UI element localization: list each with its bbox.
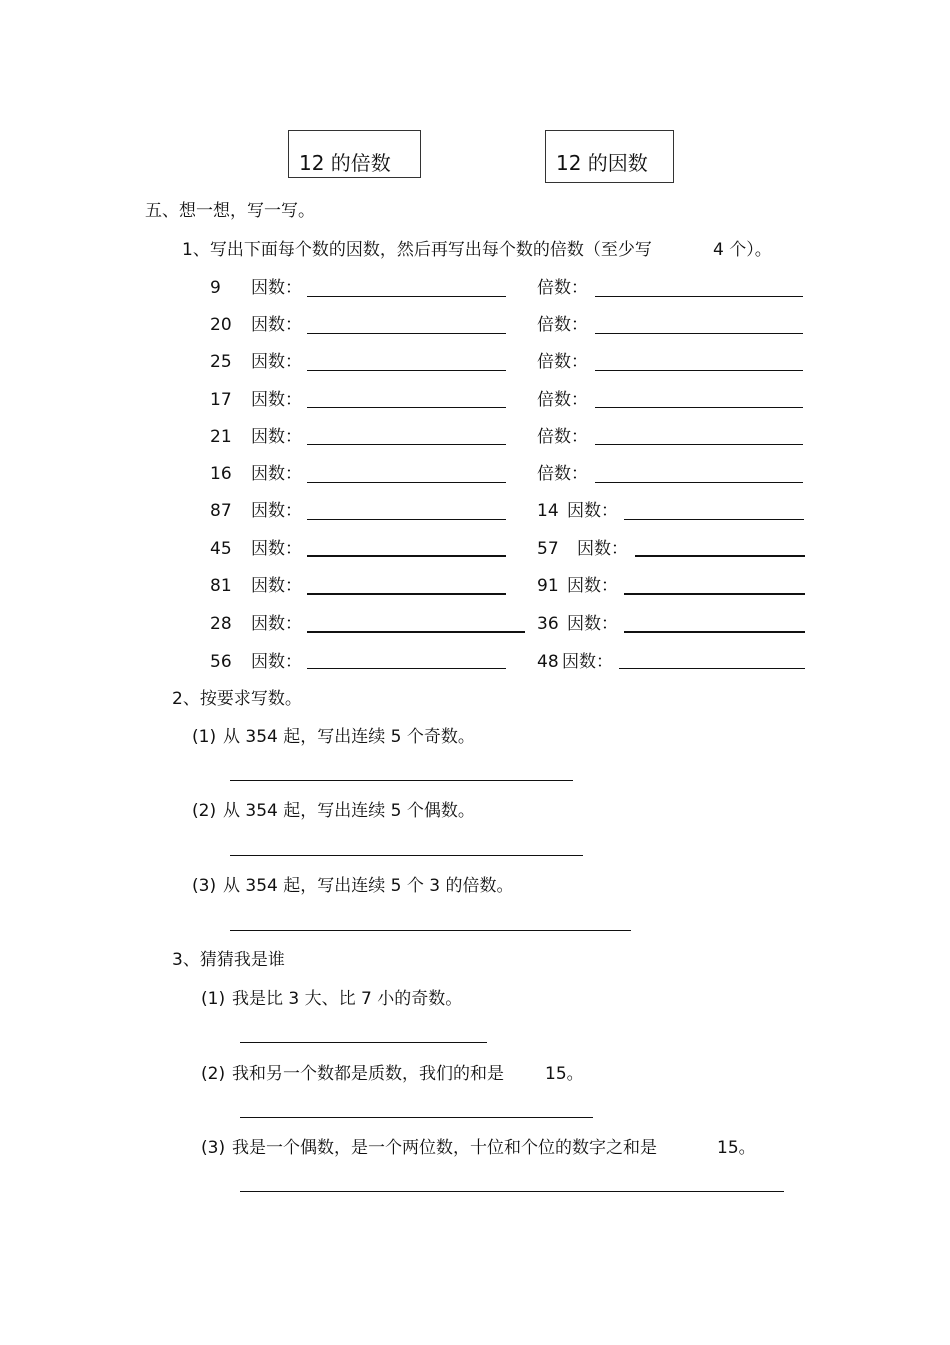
row-number: 56 bbox=[210, 652, 232, 672]
answer-line[interactable] bbox=[624, 593, 805, 595]
row-number: 9 bbox=[210, 278, 221, 298]
row-right-label: 因数： bbox=[567, 501, 618, 521]
answer-line[interactable] bbox=[307, 519, 506, 520]
row-right-label: 倍数： bbox=[537, 315, 588, 335]
answer-line[interactable] bbox=[595, 444, 803, 445]
row-label: 因数： bbox=[251, 464, 302, 484]
factors-box-label: 12 的因数 bbox=[556, 151, 648, 175]
item-text: 从 354 起，写出连续 5 个偶数。 bbox=[223, 801, 475, 821]
factors-box bbox=[545, 130, 674, 183]
item-tail: 15。 bbox=[717, 1138, 756, 1158]
row-right-number: 36 bbox=[537, 614, 559, 634]
row-number: 25 bbox=[210, 352, 232, 372]
answer-line[interactable] bbox=[307, 407, 506, 408]
row-number: 21 bbox=[210, 427, 232, 447]
item-number: (3) bbox=[201, 1138, 226, 1158]
row-number: 28 bbox=[210, 614, 232, 634]
row-right-label: 倍数： bbox=[537, 464, 588, 484]
item-number: (2) bbox=[192, 801, 217, 821]
answer-line[interactable] bbox=[240, 1117, 593, 1118]
multiples-box bbox=[288, 130, 421, 178]
row-right-number: 48 bbox=[537, 652, 559, 672]
row-label: 因数： bbox=[251, 352, 302, 372]
answer-line[interactable] bbox=[307, 482, 506, 483]
item-text: 从 354 起，写出连续 5 个 3 的倍数。 bbox=[223, 876, 514, 896]
answer-line[interactable] bbox=[307, 333, 506, 334]
q2-title: 2、按要求写数。 bbox=[172, 689, 302, 709]
answer-line[interactable] bbox=[307, 668, 506, 669]
row-number: 20 bbox=[210, 315, 232, 335]
row-number: 81 bbox=[210, 576, 232, 596]
row-number: 16 bbox=[210, 464, 232, 484]
row-right-label: 因数： bbox=[567, 576, 618, 596]
multiples-box-label: 12 的倍数 bbox=[299, 151, 391, 175]
answer-line[interactable] bbox=[595, 333, 803, 334]
row-label: 因数： bbox=[251, 501, 302, 521]
q1-title: 1、写出下面每个数的因数，然后再写出每个数的倍数（至少写 bbox=[182, 240, 652, 260]
answer-line[interactable] bbox=[307, 444, 506, 445]
answer-line[interactable] bbox=[619, 668, 805, 669]
answer-line[interactable] bbox=[595, 370, 803, 371]
row-right-label: 倍数： bbox=[537, 390, 588, 410]
item-number: (3) bbox=[192, 876, 217, 896]
answer-line[interactable] bbox=[307, 370, 506, 371]
answer-line[interactable] bbox=[240, 1191, 784, 1192]
row-number: 17 bbox=[210, 390, 232, 410]
row-label: 因数： bbox=[251, 652, 302, 672]
row-label: 因数： bbox=[251, 614, 302, 634]
section-title: 五、想一想，写一写。 bbox=[145, 201, 315, 221]
item-text: 我和另一个数都是质数，我们的和是 bbox=[232, 1064, 504, 1084]
row-right-label: 倍数： bbox=[537, 352, 588, 372]
row-label: 因数： bbox=[251, 390, 302, 410]
answer-line[interactable] bbox=[307, 555, 506, 557]
answer-line[interactable] bbox=[230, 855, 583, 856]
row-right-label: 倍数： bbox=[537, 427, 588, 447]
row-label: 因数： bbox=[251, 576, 302, 596]
answer-line[interactable] bbox=[624, 631, 805, 633]
answer-line[interactable] bbox=[595, 407, 803, 408]
row-label: 因数： bbox=[251, 427, 302, 447]
answer-line[interactable] bbox=[635, 555, 805, 557]
item-tail: 15。 bbox=[545, 1064, 584, 1084]
row-right-label: 因数： bbox=[562, 652, 613, 672]
item-number: (2) bbox=[201, 1064, 226, 1084]
row-label: 因数： bbox=[251, 278, 302, 298]
answer-line[interactable] bbox=[240, 1042, 487, 1043]
answer-line[interactable] bbox=[230, 780, 573, 781]
row-right-label: 因数： bbox=[577, 539, 628, 559]
row-number: 87 bbox=[210, 501, 232, 521]
q3-title: 3、猜猜我是谁 bbox=[172, 950, 285, 970]
answer-line[interactable] bbox=[595, 296, 803, 297]
row-right-label: 倍数： bbox=[537, 278, 588, 298]
row-right-number: 14 bbox=[537, 501, 559, 521]
row-label: 因数： bbox=[251, 539, 302, 559]
item-text: 我是一个偶数，是一个两位数，十位和个位的数字之和是 bbox=[232, 1138, 657, 1158]
row-right-number: 91 bbox=[537, 576, 559, 596]
answer-line[interactable] bbox=[307, 631, 525, 633]
answer-line[interactable] bbox=[307, 593, 506, 595]
answer-line[interactable] bbox=[624, 519, 804, 520]
answer-line[interactable] bbox=[307, 296, 506, 297]
item-number: (1) bbox=[192, 727, 217, 747]
item-text: 我是比 3 大、比 7 小的奇数。 bbox=[232, 989, 463, 1009]
answer-line[interactable] bbox=[595, 482, 803, 483]
item-number: (1) bbox=[201, 989, 226, 1009]
row-right-number: 57 bbox=[537, 539, 559, 559]
q1-count: 4 个）。 bbox=[713, 240, 772, 260]
row-number: 45 bbox=[210, 539, 232, 559]
item-text: 从 354 起，写出连续 5 个奇数。 bbox=[223, 727, 475, 747]
row-right-label: 因数： bbox=[567, 614, 618, 634]
row-label: 因数： bbox=[251, 315, 302, 335]
answer-line[interactable] bbox=[230, 930, 631, 931]
